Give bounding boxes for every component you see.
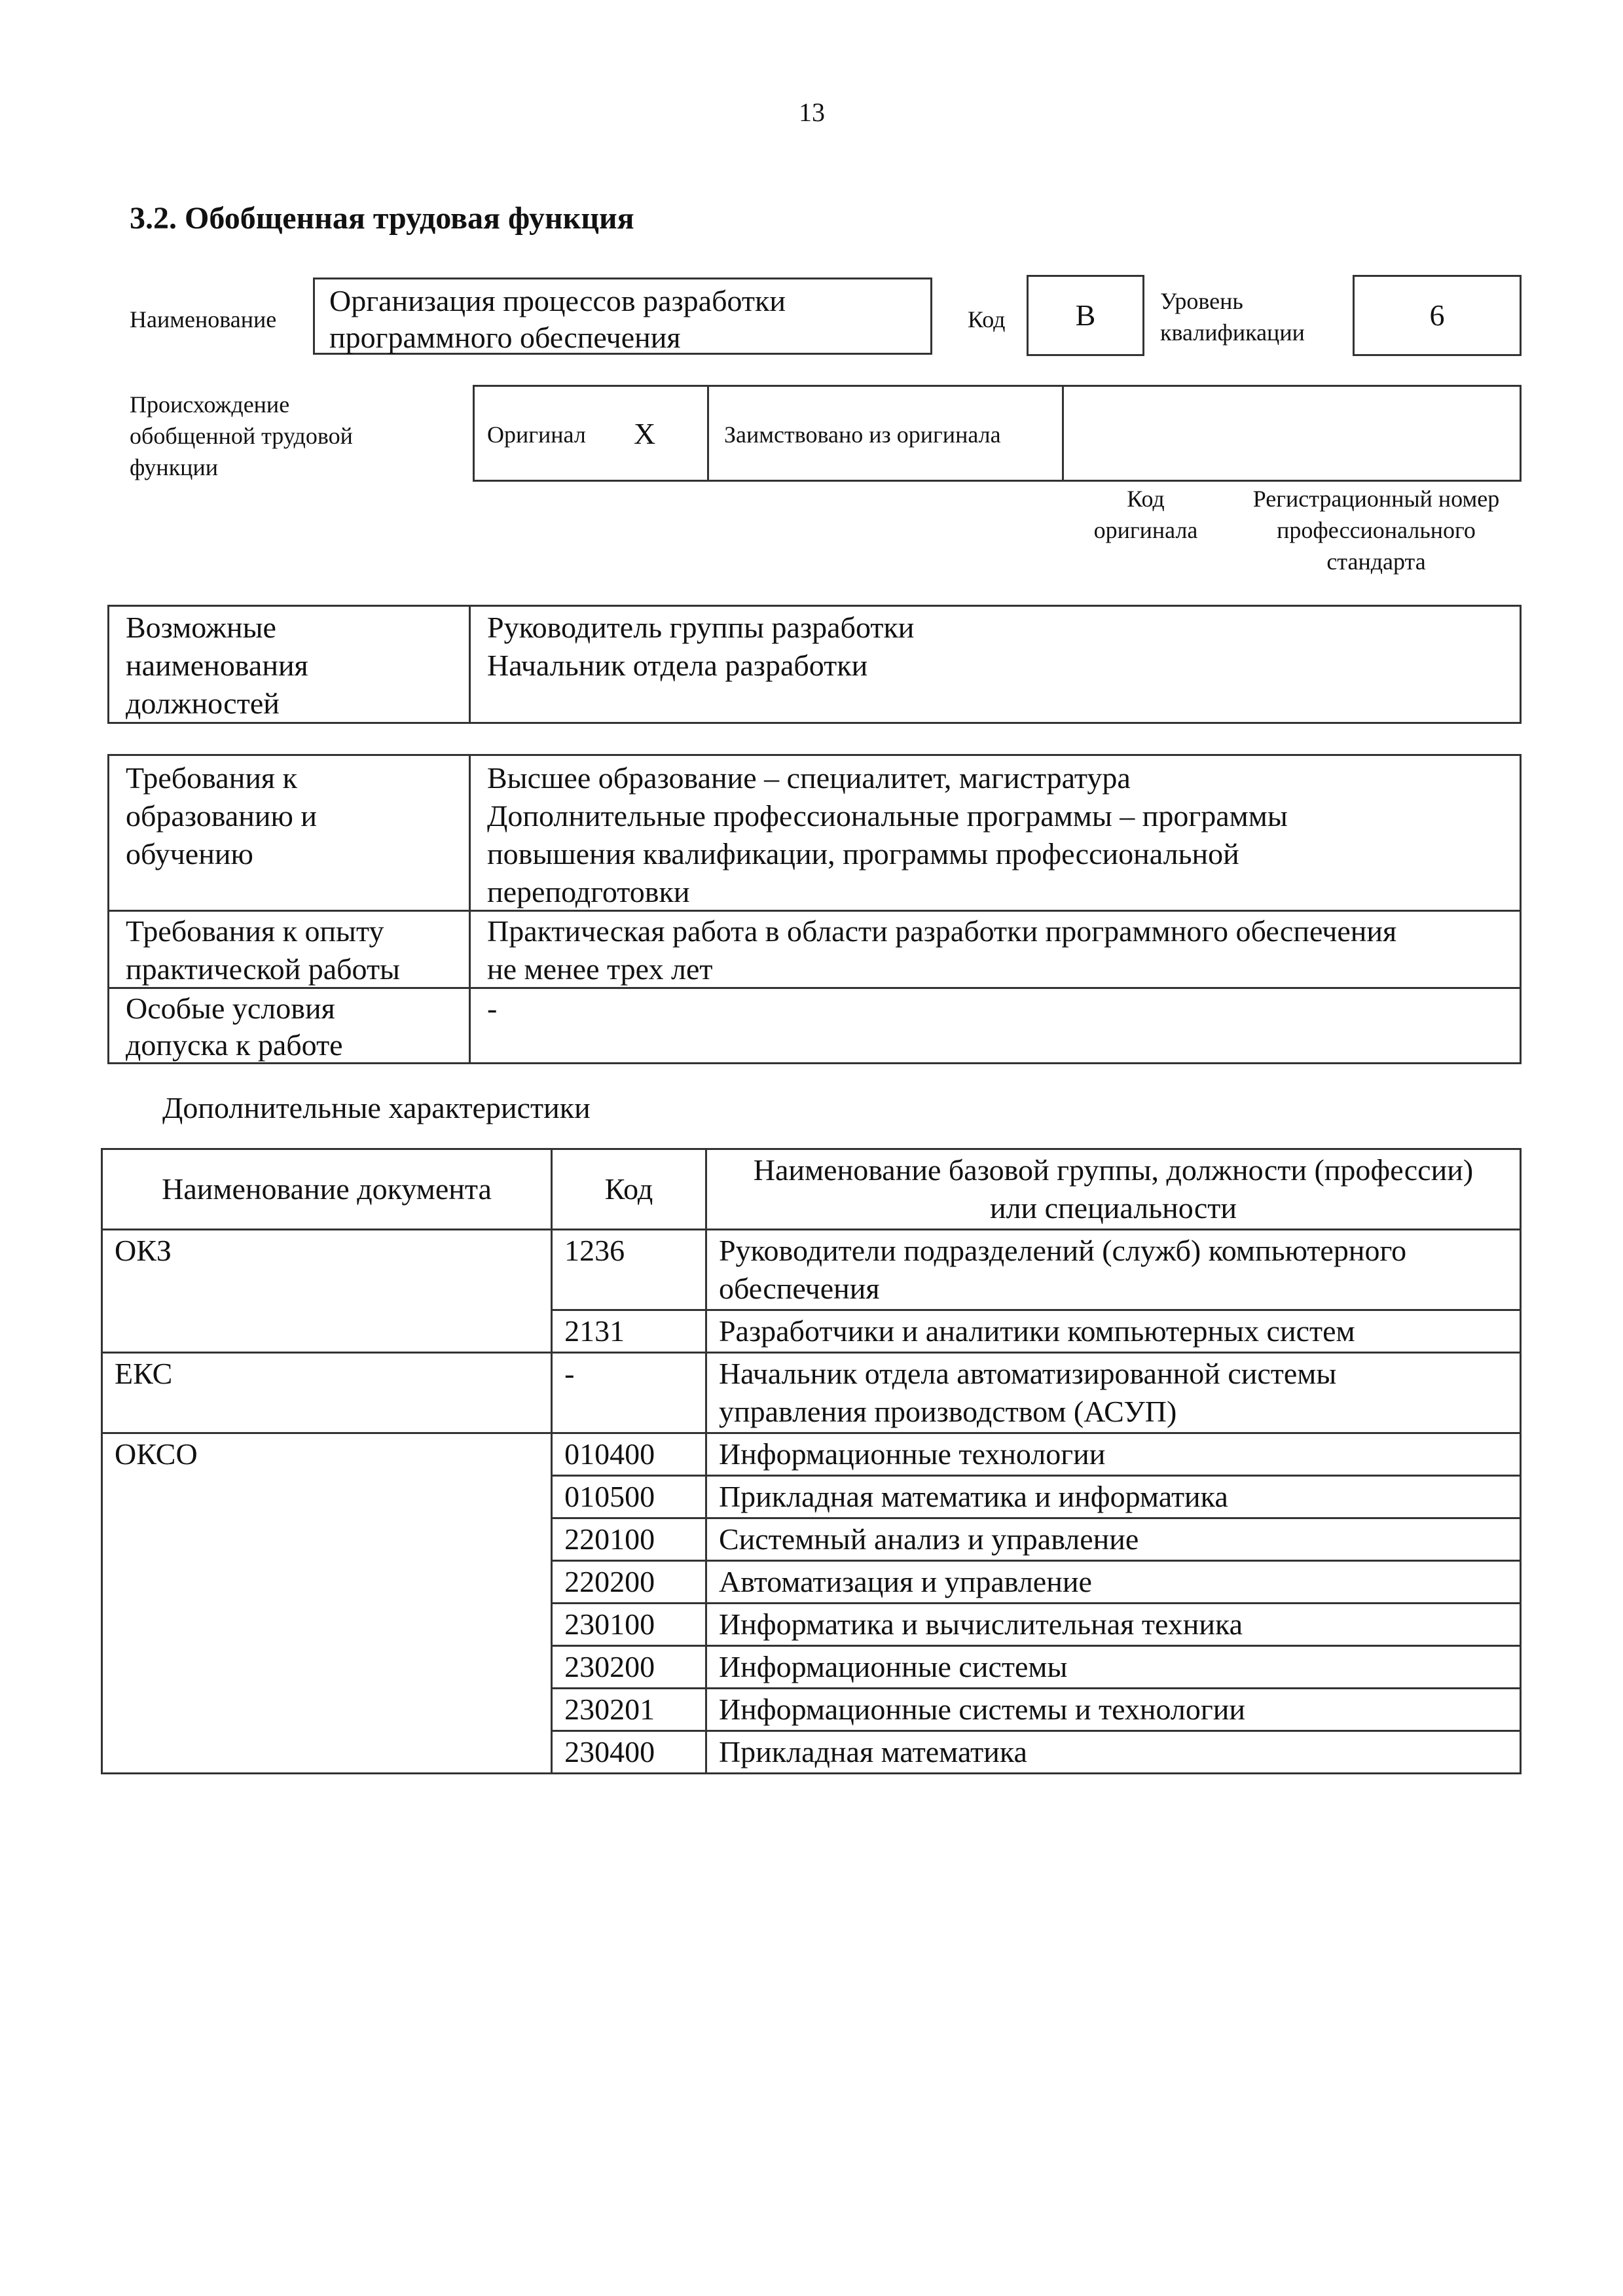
name-value-line2: программного обеспечения xyxy=(329,321,681,354)
positions-divider xyxy=(469,605,471,724)
code-cell: 220200 xyxy=(552,1561,706,1604)
header-name-line1: Наименование базовой группы, должности (профессии) xyxy=(753,1153,1474,1187)
name-value-box xyxy=(313,278,932,355)
requirements-row-line-1 xyxy=(107,910,1522,912)
code-value-box xyxy=(1027,275,1144,356)
page-number: 13 xyxy=(799,98,825,127)
req-exp-value-line2: не менее трех лет xyxy=(487,952,713,986)
reg-caption-line2: профессионального xyxy=(1277,517,1476,543)
section-title: 3.2. Обобщенная трудовая функция xyxy=(130,201,634,236)
level-value-box xyxy=(1353,275,1522,356)
code-cell: 010500 xyxy=(552,1476,706,1518)
level-label-line2: квалификации xyxy=(1160,319,1305,346)
code-cell: 230200 xyxy=(552,1646,706,1689)
doc-okz: ОКЗ xyxy=(102,1230,552,1353)
req-edu-label-line2: образованию и xyxy=(126,799,317,833)
code-caption-line1: Код xyxy=(1127,486,1165,512)
name-line1: Руководители подразделений (служб) компьютерного xyxy=(718,1234,1407,1267)
doc-eks: ЕКС xyxy=(102,1353,552,1433)
code-cell: 220100 xyxy=(552,1518,706,1561)
origin-label-line2: обобщенной трудовой xyxy=(130,423,353,449)
header-code: Код xyxy=(552,1149,706,1230)
name-cell: Системный анализ и управление xyxy=(706,1518,1520,1561)
req-exp-label-line2: практической работы xyxy=(126,952,400,986)
level-value: 6 xyxy=(1429,298,1445,332)
extra-table-header xyxy=(102,1149,1521,1230)
code-cell: 010400 xyxy=(552,1433,706,1476)
reg-caption-line1: Регистрационный номер xyxy=(1252,486,1500,512)
origin-label-line3: функции xyxy=(130,454,218,480)
req-edu-label-line1: Требования к xyxy=(126,761,297,795)
name-cell: Прикладная математика и информатика xyxy=(706,1476,1520,1518)
req-special-label-line2: допуска к работе xyxy=(126,1028,343,1062)
name-cell: Информационные технологии xyxy=(706,1433,1520,1476)
code-cell: 230100 xyxy=(552,1604,706,1646)
name-cell xyxy=(706,1353,1520,1433)
name-cell: Автоматизация и управление xyxy=(706,1561,1520,1604)
borrowed-label: Заимствовано из оригинала xyxy=(724,422,1001,448)
reg-caption-line3: стандарта xyxy=(1326,548,1426,575)
header-name-line2: или специальности xyxy=(989,1191,1237,1225)
code-label: Код xyxy=(968,306,1006,332)
original-mark: X xyxy=(634,417,656,450)
code-cell: 2131 xyxy=(552,1310,706,1353)
name-value-line1: Организация процессов разработки xyxy=(329,284,786,317)
req-edu-value-line3: повышения квалификации, программы профессиональной xyxy=(487,837,1239,870)
req-exp-label-line1: Требования к опыту xyxy=(126,914,384,948)
req-edu-label-line3: обучению xyxy=(126,837,253,870)
origin-label-line1: Происхождение xyxy=(130,391,290,418)
code-value: B xyxy=(1075,298,1096,332)
name-cell: Разработчики и аналитики компьютерных систем xyxy=(706,1310,1520,1353)
table-row xyxy=(102,1230,1521,1310)
name-cell: Прикладная математика xyxy=(706,1731,1520,1774)
header-doc: Наименование документа xyxy=(102,1149,552,1230)
name-label: Наименование xyxy=(130,306,277,332)
code-cell: - xyxy=(552,1353,706,1433)
table-row xyxy=(102,1433,1521,1476)
name-cell: Информационные системы xyxy=(706,1646,1520,1689)
name-line2: управления производством (АСУП) xyxy=(718,1395,1177,1428)
doc-okso: ОКСО xyxy=(102,1433,552,1774)
positions-label-line1: Возможные xyxy=(126,611,276,644)
requirements-divider xyxy=(469,754,471,1064)
req-edu-value-line4: переподготовки xyxy=(487,875,690,908)
code-cell: 230201 xyxy=(552,1689,706,1731)
extra-title: Дополнительные характеристики xyxy=(162,1091,591,1124)
code-caption-line2: оригинала xyxy=(1093,517,1198,543)
positions-label-line2: наименования xyxy=(126,649,308,682)
name-line1: Начальник отдела автоматизированной системы xyxy=(718,1357,1337,1390)
name-line2: обеспечения xyxy=(718,1272,880,1305)
origin-divider-2 xyxy=(1062,385,1064,482)
name-cell xyxy=(706,1230,1520,1310)
name-cell: Информатика и вычислительная техника xyxy=(706,1604,1520,1646)
extra-table xyxy=(101,1148,1522,1774)
name-cell: Информационные системы и технологии xyxy=(706,1689,1520,1731)
origin-divider-1 xyxy=(707,385,709,482)
positions-value-line2: Начальник отдела разработки xyxy=(487,649,868,682)
code-cell: 1236 xyxy=(552,1230,706,1310)
header-name xyxy=(706,1149,1520,1230)
req-exp-value-line1: Практическая работа в области разработки программного обеспечения xyxy=(487,914,1397,948)
original-label: Оригинал xyxy=(487,422,586,448)
req-special-label-line1: Особые условия xyxy=(126,992,335,1025)
code-cell: 230400 xyxy=(552,1731,706,1774)
req-edu-value-line1: Высшее образование – специалитет, магистратура xyxy=(487,761,1131,795)
positions-label-line3: должностей xyxy=(126,687,280,720)
req-special-value: - xyxy=(487,992,498,1025)
positions-value-line1: Руководитель группы разработки xyxy=(487,611,915,644)
table-row xyxy=(102,1353,1521,1433)
req-edu-value-line2: Дополнительные профессиональные программы – программы xyxy=(487,799,1288,833)
level-label-line1: Уровень xyxy=(1160,288,1243,314)
